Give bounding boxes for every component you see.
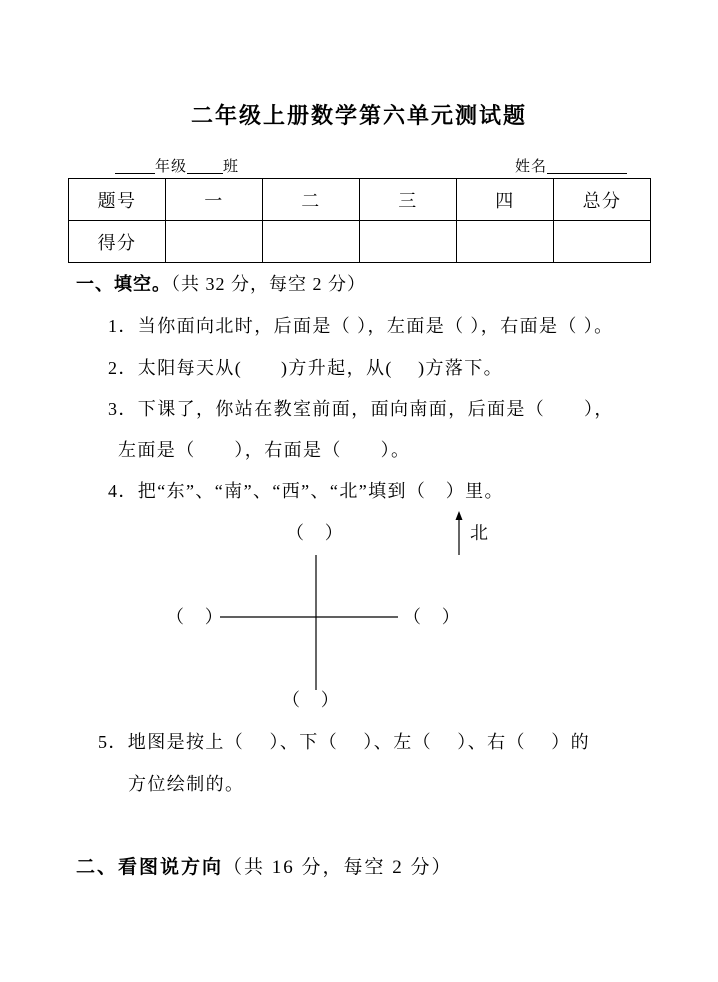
section-1-title: 一、填空。 [76, 274, 171, 294]
score-cell-part-2 [263, 221, 360, 263]
grade-blank [115, 157, 155, 174]
question-1-text: 1．当你面向北时，后面是（ ），左面是（ ），右面是（ ）。 [108, 316, 614, 336]
question-4-text: 4．把“东”、“南”、“西”、“北”填到（ ）里。 [108, 481, 504, 501]
score-table-header-row [69, 179, 651, 221]
header-cell-question-number: 题号 [69, 179, 166, 221]
score-cell-part-3 [360, 221, 457, 263]
header-cell-part-2: 二 [263, 179, 360, 221]
score-cell-total [554, 221, 651, 263]
diagram-blank-top: （ ） [286, 523, 345, 543]
diagram-blank-bottom: （ ） [282, 690, 341, 710]
score-table [68, 178, 651, 263]
north-arrow-icon [456, 511, 463, 555]
score-table-score-row [69, 221, 651, 263]
diagram-blank-left: （ ） [166, 607, 225, 627]
question-5-text-line-1: 5．地图是按上（ ）、下（ ）、左（ ）、右（ ）的 [98, 732, 590, 752]
header-cell-total: 总分 [554, 179, 651, 221]
name-label: 姓名 [515, 159, 548, 175]
north-label: 北 [470, 523, 490, 543]
score-cell-part-1 [166, 221, 263, 263]
question-5-text-line-2: 方位绘制的。 [128, 774, 245, 794]
section-2-heading [76, 856, 453, 880]
question-3-text-line-2: 左面是（ ），右面是（ ）。 [118, 440, 411, 460]
score-cell-part-4 [457, 221, 554, 263]
section-1-scoring: （共 32 分，每空 2 分） [171, 274, 366, 294]
section-2-scoring: （共 16 分，每空 2 分） [223, 857, 453, 878]
header-cell-part-1: 一 [166, 179, 263, 221]
north-arrow-head [456, 511, 463, 520]
class-label: 班 [223, 159, 240, 175]
page-title: 二年级上册数学第六单元测试题 [190, 103, 527, 128]
grade-class-line [115, 157, 239, 177]
question-3-text-line-1: 3．下课了，你站在教室前面，面向南面，后面是（ ）， [108, 399, 614, 419]
section-1-heading [76, 272, 366, 296]
score-row-label: 得分 [69, 221, 166, 263]
question-2-text: 2．太阳每天从( )方升起，从( )方落下。 [108, 358, 504, 378]
grade-label: 年级 [155, 159, 188, 175]
name-blank [547, 157, 627, 174]
diagram-blank-right: （ ） [403, 607, 462, 627]
class-blank [187, 157, 223, 174]
header-cell-part-3: 三 [360, 179, 457, 221]
header-cell-part-4: 四 [457, 179, 554, 221]
section-2-title: 二、看图说方向 [76, 857, 224, 878]
student-name-line [515, 157, 627, 177]
